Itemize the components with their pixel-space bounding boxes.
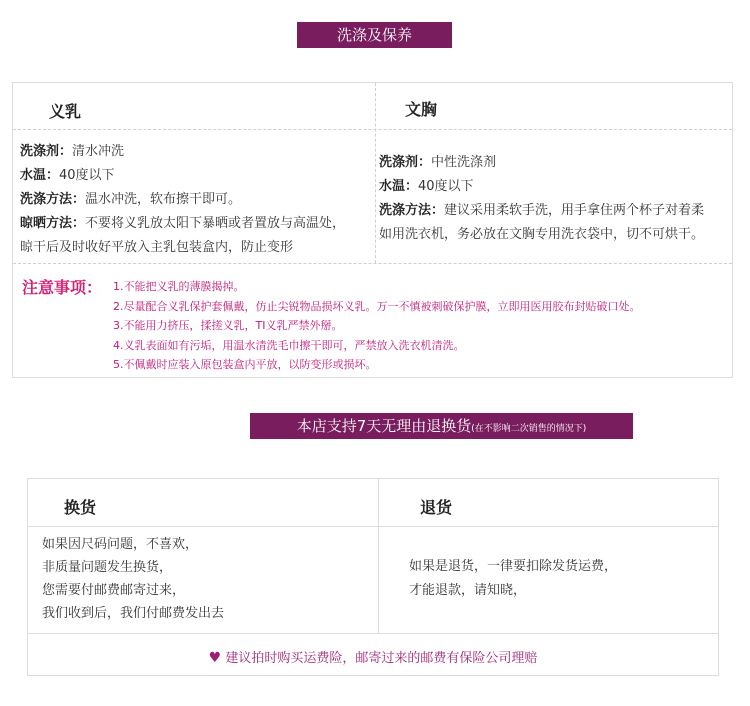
prosthesis-wash-method: 洗涤方法：温水冲洗，软布擦干即可。 — [20, 192, 242, 207]
exchange-line: 您需要付邮费邮寄过来， — [42, 583, 186, 598]
care-section — [12, 82, 733, 378]
prosthesis-title: 义乳 — [49, 102, 82, 121]
exchange-title: 换货 — [64, 498, 97, 517]
return-policy-sub: (在不影响二次销售的情况下) — [471, 424, 587, 434]
prosthesis-water-temp: 水温：40度以下 — [20, 168, 115, 183]
exchange-line: 我们收到后，我们付邮费发出去 — [42, 606, 225, 621]
return-line: 才能退款，请知晓， — [409, 583, 527, 598]
notice-item: 4.义乳表面如有污垢，用温水清洗毛巾擦干即可，严禁放入洗衣机清洗。 — [113, 339, 465, 352]
bra-wash-method: 洗涤方法：建议采用柔软手洗，用手拿住两个杯子对着柔 — [379, 203, 705, 218]
notice-item: 2.尽量配合义乳保护套佩戴，仿止尖锐物品损坏义乳。万一不慎被刺破保护膜，立即用医用胶布封贴破口处。 — [113, 300, 641, 313]
return-title: 退货 — [420, 498, 453, 517]
return-policy-banner — [250, 413, 633, 439]
shipping-insurance-note — [28, 647, 718, 666]
notice-divider — [13, 263, 732, 264]
returns-footer-divider — [28, 633, 718, 634]
notice-title: 注意事项： — [22, 278, 103, 297]
notice-item: 5.不佩戴时应装入原包装盒内平放，以防变形或损坏。 — [113, 358, 377, 371]
column-divider — [375, 83, 376, 263]
shipping-insurance-text: 建议拍时购买运费险，邮寄过来的邮费有保险公司理赔 — [225, 651, 538, 666]
heart-icon: ♥ — [208, 650, 222, 666]
returns-column-divider — [378, 479, 379, 633]
bra-wash-method-cont: 如用洗衣机，务必放在文胸专用洗衣袋中，切不可烘干。 — [379, 227, 705, 242]
returns-section — [27, 478, 719, 676]
prosthesis-dry-method: 晾晒方法：不要将义乳放太阳下暴晒或者置放与高温处， — [20, 216, 346, 231]
notice-item: 1.不能把义乳的薄膜揭掉。 — [113, 280, 245, 293]
return-line: 如果是退货，一律要扣除发货运费， — [409, 559, 618, 574]
prosthesis-detergent: 洗涤剂：清水冲洗 — [20, 144, 125, 159]
header-divider — [13, 129, 732, 130]
bra-title: 文胸 — [405, 100, 438, 119]
bra-water-temp: 水温：40度以下 — [379, 179, 474, 194]
notice-item: 3.不能用力挤压，揉搓义乳，TI义乳严禁外掰。 — [113, 319, 343, 332]
bra-detergent: 洗涤剂：中性洗涤剂 — [379, 155, 497, 170]
care-banner: 洗涤及保养 — [297, 22, 452, 48]
returns-header-divider — [28, 526, 718, 527]
return-policy-main: 本店支持7天无理由退换货 — [296, 417, 472, 435]
prosthesis-dry-method-cont: 晾干后及时收好平放入主乳包装盒内，防止变形 — [20, 240, 294, 255]
exchange-line: 非质量问题发生换货， — [42, 560, 173, 575]
exchange-line: 如果因尺码问题，不喜欢， — [42, 537, 199, 552]
